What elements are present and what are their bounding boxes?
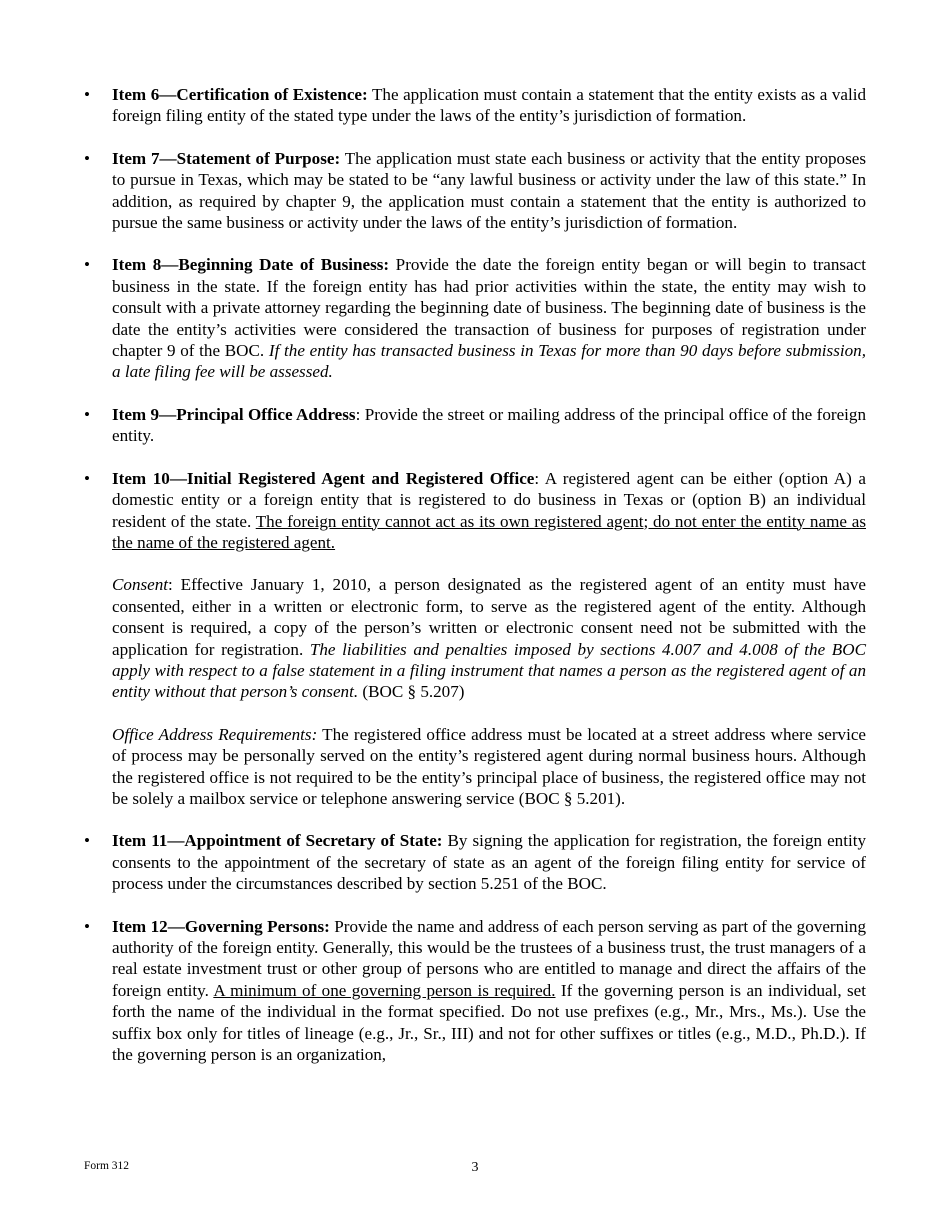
- item-6: [84, 84, 866, 127]
- item-9-text: : Provide the street or mailing address of the principal office of the foreign entity.: [112, 404, 867, 446]
- consent-italic: The liabilities and penalties imposed by sections 4.007 and 4.008 of the BOC apply with respect to a false statement in a filing instrument that names a person as the registered agent of an entity without that person’s consent.: [112, 639, 866, 702]
- item-7: [84, 148, 866, 234]
- item-10-heading: Item 10—Initial Registered Agent and Registered Office: [112, 468, 535, 488]
- item-8-late-fee-note: If the entity has transacted business in Texas for more than 90 days before submission, a late filing fee will be assessed.: [112, 341, 866, 382]
- bullet-icon: •: [84, 468, 90, 488]
- page-number: 3: [471, 1160, 479, 1175]
- consent-label: Consent: [112, 575, 169, 595]
- item-11-text: By signing the application for registration, the foreign entity consents to the appointment of the secretary of state as an agent of the foreign filing entity for service of process under the circumstances described by section 5.251 of the BOC.: [112, 831, 866, 894]
- item-12: [84, 916, 866, 1066]
- item-10-underlined-note: The foreign entity cannot act as its own registered agent; do not enter the entity name as the name of the registered agent.: [112, 511, 866, 552]
- bullet-icon: •: [84, 831, 90, 851]
- item-7-text: The application must state each business or activity that the entity proposes to pursue in Texas, which may be stated to be “any lawful business or activity under the law of this state.” In addition, as required by chapter 9, the application must contain a statement that the entity is authorized to pursue the same business or activity under the laws of the entity’s jurisdiction of formation.: [112, 148, 866, 233]
- document-body: [84, 84, 866, 1086]
- bullet-icon: •: [84, 916, 90, 936]
- item-11-heading: Item 11—Appointment of Secretary of State:: [112, 831, 443, 851]
- item-8: [84, 254, 866, 382]
- item-12-text: Provide the name and address of each person serving as part of the governing authority of the foreign entity. Generally, this would be the trustees of a business trust, the trust managers of a real estate investment trust or other group of persons who are entitled to manage and direct the affairs of the foreign entity.: [112, 916, 866, 1000]
- item-6-heading: Item 6—Certification of Existence:: [112, 85, 368, 104]
- item-8-heading: Item 8—Beginning Date of Business:: [112, 255, 390, 275]
- office-address-paragraph: [84, 724, 866, 810]
- bullet-icon: •: [84, 404, 90, 424]
- item-10: [84, 468, 866, 554]
- item-10-text: : A registered agent can be either (option A) a domestic entity or a foreign entity that is registered to do business in Texas or (option B) an individual resident of the state.: [112, 468, 866, 531]
- office-address-text: The registered office address must be located at a street address where service of process may be personally served on the entity’s registered agent during normal business hours. Although the registered office is not required to be the entity’s principal place of business, the registered office may not be solely a mailbox service or telephone answering service (BOC § 5.201).: [112, 724, 866, 808]
- consent-text: : Effective January 1, 2010, a person designated as the registered agent of an entity must have consented, either in a written or electronic form, to serve as the registered agent of the entity. Although consent is required, a copy of the person’s written or electronic consent need not be submitted with the application for registration.: [112, 575, 866, 659]
- item-12-tail: If the governing person is an individual, set forth the name of the individual in the format specified. Do not use prefixes (e.g., Mr., Mrs., Ms.). Use the suffix box only for titles of lineage (e.g., Jr., Sr., III) and not for other suffixes or titles (e.g., M.D., Ph.D.). If the governing person is an organization,: [112, 980, 866, 1065]
- consent-paragraph: [84, 574, 866, 702]
- consent-tail: (BOC § 5.207): [358, 682, 465, 702]
- bullet-icon: •: [84, 255, 90, 275]
- item-9-heading: Item 9—Principal Office Address: [112, 404, 356, 424]
- form-number: Form 312: [84, 1160, 130, 1172]
- item-11: [84, 830, 866, 894]
- bullet-icon: •: [84, 148, 90, 168]
- item-12-underlined-note: A minimum of one governing person is required.: [213, 980, 556, 1000]
- bullet-icon: •: [84, 85, 90, 104]
- item-9: [84, 404, 866, 447]
- item-6-text: The application must contain a statement that the entity exists as a valid foreign filing entity of the stated type under the laws of the entity’s jurisdiction of formation.: [112, 85, 866, 126]
- office-address-label: Office Address Requirements:: [112, 724, 318, 744]
- item-8-text: Provide the date the foreign entity began or will begin to transact business in the state. If the foreign entity has had prior activities within the state, the entity may wish to consult with a private attorney regarding the beginning date of business. The beginning date of business is the date the entity’s activities were considered the transaction of business for purposes of registration under chapter 9 of the BOC.: [112, 255, 866, 361]
- item-7-heading: Item 7—Statement of Purpose:: [112, 148, 341, 168]
- item-12-heading: Item 12—Governing Persons:: [112, 916, 330, 936]
